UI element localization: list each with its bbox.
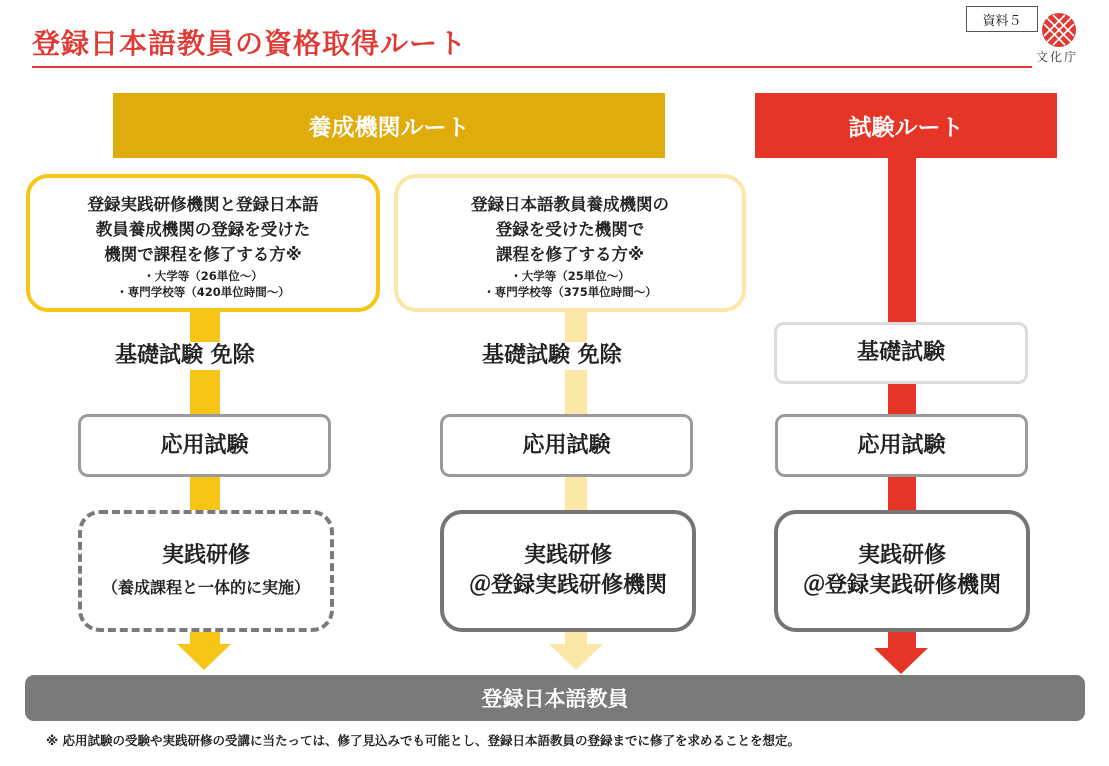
basic-exam-box: 基礎試験 [774,322,1028,384]
practical-training-box: 実践研修 ＠登録実践研修機関 [774,510,1030,632]
arrow-down-icon [874,648,928,674]
exam-route-header: 試験ルート [755,93,1057,158]
condition-card-path-2 [394,174,746,312]
condition-text: 登録日本語教員養成機関の 登録を受けた機関で 課程を修了する方※ [471,195,669,264]
applied-exam-box: 応用試験 [440,414,693,477]
training-route-header: 養成機関ルート [113,93,665,158]
applied-exam-box: 応用試験 [775,414,1028,477]
footnote: ※ 応用試験の受験や実践研修の受講に当たっては、修了見込みでも可能とし、登録日本語教員の登録までに修了を求めることを想定。 [46,733,801,748]
practical-training-box: 実践研修 （養成課程と一体的に実施） [78,510,334,632]
page-title: 登録日本語教員の資格取得ルート [32,27,468,60]
document-label: 資料５ [966,6,1038,32]
practical-training-box: 実践研修 ＠登録実践研修機関 [440,510,696,632]
registered-teacher-banner: 登録日本語教員 [25,675,1085,721]
basic-exam-exemption-label: 基礎試験 免除 [111,342,259,370]
condition-credit-notes: ・大学等（26単位〜） ・専門学校等（420単位時間〜） [116,269,290,299]
condition-card-path-1 [26,174,380,312]
condition-text: 登録実践研修機関と登録日本語 教員養成機関の登録を受けた 機関で課程を修了する方※ [87,195,319,264]
basic-exam-exemption-label: 基礎試験 免除 [478,342,626,370]
condition-credit-notes: ・大学等（25単位〜） ・専門学校等（375単位時間〜） [483,269,657,299]
applied-exam-box: 応用試験 [78,414,331,477]
agency-logo-icon [1041,12,1077,48]
title-underline [32,66,1032,68]
agency-logo-text: 文化庁 [1036,50,1079,64]
arrow-down-icon [177,644,231,670]
arrow-down-icon [549,644,603,670]
